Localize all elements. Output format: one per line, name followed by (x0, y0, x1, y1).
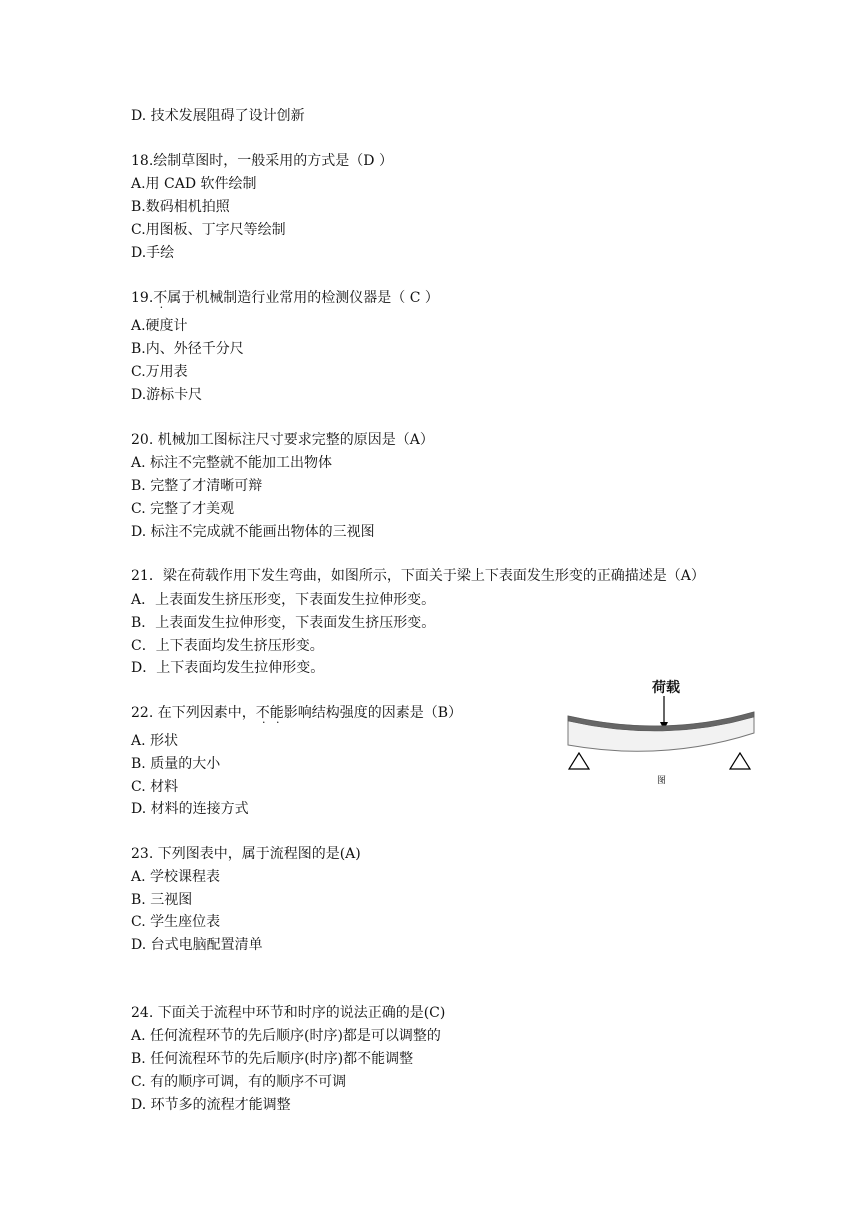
q18-option-a: A.用 CAD 软件绘制 (131, 176, 257, 192)
q21-stem: 21．梁在荷载作用下发生弯曲，如图所示，下面关于梁上下表面发生形变的正确描述是（A） (131, 568, 705, 584)
q23-option-d: D. 台式电脑配置清单 (131, 937, 263, 953)
q19-option-a: A.硬度计 (131, 318, 188, 334)
q22-stem-prefix: 22. 在下列因素中， (131, 705, 256, 721)
q19-option-d: D.游标卡尺 (131, 387, 203, 403)
figure-caption: 图 (657, 776, 667, 786)
q22-option-d: D. 材料的连接方式 (131, 801, 249, 817)
q24-stem: 24. 下面关于流程中环节和时序的说法正确的是(C) (131, 1005, 446, 1021)
q17-option-d: D. 技术发展阻碍了设计创新 (131, 108, 305, 124)
q24-option-a: A. 任何流程环节的先后顺序(时序)都是可以调整的 (131, 1028, 441, 1044)
q21-option-a: A．上表面发生挤压形变，下表面发生拉伸形变。 (131, 592, 436, 608)
q22-option-a: A. 形状 (131, 733, 179, 749)
q23-option-a: A. 学校课程表 (131, 869, 221, 885)
load-label: 荷载 (652, 680, 680, 696)
q23-option-b: B. 三视图 (131, 892, 193, 908)
q21-option-d: D．上下表面均发生拉伸形变。 (131, 660, 325, 676)
q19-stem-rest: 属于机械制造行业常用的检测仪器是（ C ） (167, 290, 439, 306)
beam-body (568, 712, 754, 751)
q21-option-c: C．上下表面均发生挤压形变。 (131, 638, 324, 654)
q21-option-b: B．上表面发生拉伸形变，下表面发生挤压形变。 (131, 615, 436, 631)
q18-stem: 18.绘制草图时，一般采用的方式是（D ） (131, 153, 393, 169)
q18-option-b: B.数码相机拍照 (131, 199, 230, 215)
q18-option-c: C.用图板、丁字尺等绘制 (131, 222, 286, 238)
q19-stem-prefix: 19. (131, 290, 154, 306)
q24-option-b: B. 任何流程环节的先后顺序(时序)都不能调整 (131, 1051, 414, 1067)
right-support (730, 753, 750, 769)
q20-option-c: C. 完整了才美观 (131, 501, 235, 517)
q24-option-c: C. 有的顺序可调，有的顺序不可调 (131, 1074, 347, 1090)
q20-option-d: D. 标注不完成就不能画出物体的三视图 (131, 524, 375, 540)
q22-emphasis-2: 能 (269, 705, 284, 721)
beam-load-figure (560, 676, 760, 792)
left-support (569, 753, 589, 769)
q22-stem (131, 704, 462, 722)
q19-option-c: C.万用表 (131, 364, 188, 380)
q22-option-c: C. 材料 (131, 779, 179, 795)
q19-stem (131, 289, 439, 307)
q19-emphasis: 不 (153, 290, 168, 306)
q23-option-c: C. 学生座位表 (131, 914, 221, 930)
q18-option-d: D.手绘 (131, 245, 175, 261)
q19-option-b: B.内、外径千分尺 (131, 341, 244, 357)
q24-option-d: D. 环节多的流程才能调整 (131, 1097, 291, 1113)
q23-stem: 23. 下列图表中，属于流程图的是(A) (131, 846, 361, 862)
q20-stem: 20. 机械加工图标注尺寸要求完整的原因是（A） (131, 432, 434, 448)
q22-emphasis-1: 不 (255, 705, 270, 721)
q20-option-a: A. 标注不完整就不能加工出物体 (131, 455, 333, 471)
q20-option-b: B. 完整了才清晰可辩 (131, 478, 263, 494)
q22-option-b: B. 质量的大小 (131, 756, 221, 772)
q22-stem-rest: 影响结构强度的因素是（B） (283, 705, 463, 721)
